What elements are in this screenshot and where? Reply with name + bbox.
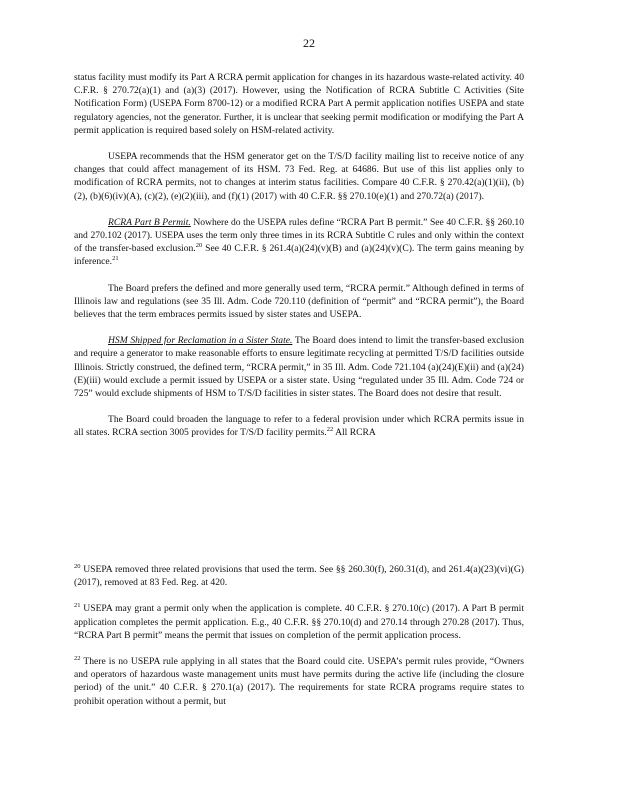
- section-heading-rcra-part-b: RCRA Part B Permit.: [108, 216, 191, 228]
- footnote-mark: 22: [74, 654, 81, 662]
- paragraph-hsm-sister-state: [74, 334, 524, 400]
- footnote-text: USEPA removed three related provisions that used the term. See §§ 260.30(f), 260.31(d), and 261.4(a)(23)(vi)(G) (2017), removed at 83 Fed. Reg. at 420.: [74, 564, 524, 589]
- paragraph-text: All RCRA: [333, 427, 376, 439]
- paragraph-mailing-list: USEPA recommends that the HSM generator get on the T/S/D facility mailing list to receive notice of any changes that could affect management of its HSM. 73 Fed. Reg. at 64686. But use of this list applies only to modification of RCRA permits, not to changes at interim status facilities. Compare 40 C.F.R. § 270.42(a)(1)(ii), (b)(2), (b)(6)(iv)(A), (c)(2), (e)(2)(iii), and (f)(1) (2017) with 40 C.F.R. §§ 270.10(e)(1) and 270.72(a) (2017).: [74, 151, 524, 202]
- footnote-mark: 21: [74, 602, 81, 610]
- paragraph-text: Nowhere do the USEPA rules define “RCRA Part B permit.” See 40 C.F.R. §§ 260.10 and 270.102 (2017). USEPA uses the term only three times in its RCRA Subtitle C rules and only within the context of the transfer-based exclusion.: [74, 216, 525, 255]
- footnote-mark: 20: [74, 562, 81, 570]
- footnote-ref-22: 22: [326, 426, 334, 434]
- footnote-20: [74, 563, 524, 589]
- footnotes: [74, 563, 524, 721]
- footnote-ref-21: 21: [112, 255, 119, 263]
- paragraph-text: See 40 C.F.R. § 261.4(a)(24)(v)(B) and (a)(24)(v)(C). The term gains meaning by inference.: [74, 243, 525, 268]
- paragraph-board-prefers: The Board prefers the defined and more generally used term, “RCRA permit.” Although defined in terms of Illinois law and regulations (see 35 Ill. Adm. Code 720.110 (definition of “permit” and “RCRA permit”), the Board believes that the term embraces permits issued by sister states and USEPA.: [74, 282, 524, 321]
- paragraph-text: The Board does intend to limit the transfer-based exclusion and require a generator to make reasonable efforts to ensure legitimate recycling at permitted T/S/D facilities outside Illinois. Strictly construed, the defined term, “RCRA permit,” in 35 Ill. Adm. Code 721.104 (a)(24)(E)(ii) and (a)(24)(E)(iii) would exclude a permit issued by USEPA or a sister state. Using “regulated under 35 Ill. Adm. Code 724 or 725” would exclude shipments of HSM to T/S/D facilities in sister states. The Board does not desire that result.: [74, 335, 524, 400]
- paragraph-board-broaden: [74, 413, 524, 439]
- footnote-22: [74, 655, 524, 708]
- footnote-ref-20: 20: [195, 242, 203, 250]
- footnote-text: There is no USEPA rule applying in all states that the Board could cite. USEPA’s permit rules provide, “Owners and operators of hazardous waste management units must have permits during the active life (including the closure period) of the unit.” 40 C.F.R. § 270.1(a) (2017). The requirements for state RCRA programs require states to prohibit operation without a permit, but: [74, 656, 524, 707]
- footnote-text: USEPA may grant a permit only when the application is complete. 40 C.F.R. § 270.10(c) (2017). A Part B permit application completes the permit application. E.g., 40 C.F.R. §§ 270.10(d) and 270.14 through 270.28 (2017). Thus, “RCRA Part B permit” means the permit that issues on completion of the permit application process.: [74, 603, 524, 641]
- body-text: [74, 71, 524, 453]
- paragraph-continued: status facility must modify its Part A RCRA permit application for changes in its hazardous waste-related activity. 40 C.F.R. § 270.72(a)(1) and (a)(3) (2017). However, using the Notification of RCRA Subtitle C Activities (Site Notification Form) (USEPA Form 8700-12) or a modified RCRA Part A permit application notifies USEPA and state regulatory agencies, not the generator. Further, it is unclear that seeking permit modification or modifying the Part A permit application is required based solely on HSM-related activity.: [74, 72, 524, 136]
- footnote-21: [74, 602, 524, 642]
- page-number: 22: [303, 36, 315, 50]
- paragraph-text: The Board could broaden the language to refer to a federal provision under which RCRA permits issue in all states. RCRA section 3005 provides for T/S/D facility permits.: [74, 414, 524, 439]
- paragraph-rcra-part-b: [74, 216, 524, 269]
- section-heading-hsm-sister-state: HSM Shipped for Reclamation in a Sister State.: [108, 335, 293, 347]
